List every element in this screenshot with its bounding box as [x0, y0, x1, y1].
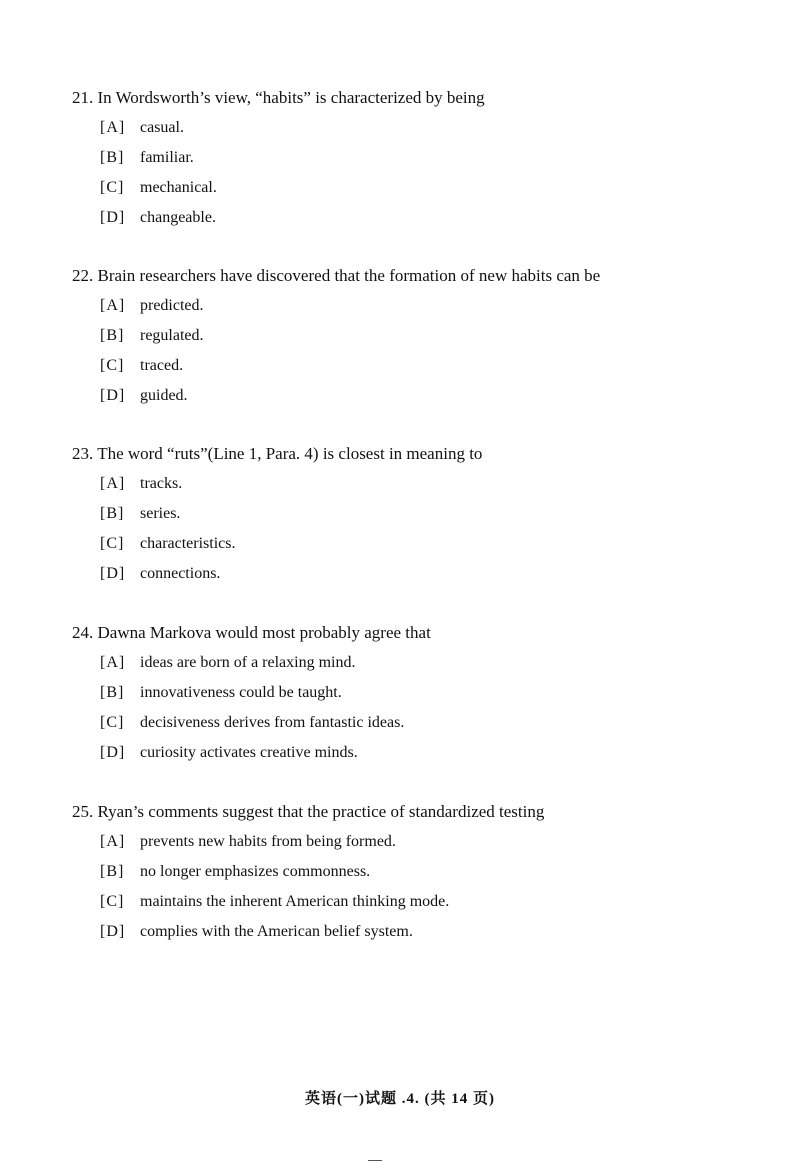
option-d — [100, 208, 752, 228]
option-letter: [B] — [100, 327, 125, 344]
option-b — [100, 862, 752, 882]
option-text: curiosity activates creative minds. — [140, 744, 358, 761]
question-24 — [72, 623, 752, 763]
option-a — [100, 118, 752, 138]
option-letter: [D] — [100, 565, 126, 582]
question-stem: 24. Dawna Markova would most probably agree that — [72, 623, 431, 642]
option-text: complies with the American belief system. — [140, 923, 413, 940]
option-b — [100, 148, 752, 168]
option-list — [72, 474, 752, 584]
option-d — [100, 743, 752, 763]
option-letter: [C] — [100, 714, 125, 731]
option-d — [100, 564, 752, 584]
option-text: mechanical. — [140, 179, 217, 196]
option-b — [100, 504, 752, 524]
question-22 — [72, 266, 752, 406]
question-25 — [72, 802, 752, 942]
option-d — [100, 922, 752, 942]
option-text: changeable. — [140, 209, 216, 226]
option-letter: [A] — [100, 475, 126, 492]
option-d — [100, 386, 752, 406]
option-text: predicted. — [140, 297, 204, 314]
option-c — [100, 534, 752, 554]
option-list — [72, 653, 752, 763]
option-a — [100, 653, 752, 673]
option-text: traced. — [140, 357, 184, 374]
option-list — [72, 832, 752, 942]
question-stem: 21. In Wordsworth’s view, “habits” is characterized by being — [72, 88, 485, 107]
option-letter: [C] — [100, 535, 125, 552]
option-letter: [C] — [100, 179, 125, 196]
option-letter: [D] — [100, 209, 126, 226]
option-letter: [C] — [100, 357, 125, 374]
option-c — [100, 178, 752, 198]
option-letter: [B] — [100, 149, 125, 166]
option-letter: [C] — [100, 893, 125, 910]
option-list — [72, 296, 752, 406]
option-text: series. — [140, 505, 181, 522]
question-stem: 25. Ryan’s comments suggest that the practice of standardized testing — [72, 802, 545, 821]
option-letter: [B] — [100, 684, 125, 701]
option-a — [100, 474, 752, 494]
option-text: innovativeness could be taught. — [140, 684, 342, 701]
page-edge-mark — [368, 1160, 382, 1161]
option-list — [72, 118, 752, 228]
option-letter: [D] — [100, 923, 126, 940]
option-a — [100, 296, 752, 316]
option-text: casual. — [140, 119, 184, 136]
option-text: prevents new habits from being formed. — [140, 833, 396, 850]
option-text: characteristics. — [140, 535, 236, 552]
option-a — [100, 832, 752, 852]
option-letter: [D] — [100, 744, 126, 761]
option-b — [100, 326, 752, 346]
option-letter: [A] — [100, 833, 126, 850]
question-stem: 22. Brain researchers have discovered that the formation of new habits can be — [72, 266, 601, 285]
option-text: regulated. — [140, 327, 204, 344]
option-c — [100, 892, 752, 912]
question-23 — [72, 444, 752, 584]
option-letter: [B] — [100, 863, 125, 880]
option-text: connections. — [140, 565, 221, 582]
option-letter: [A] — [100, 119, 126, 136]
option-text: tracks. — [140, 475, 183, 492]
option-text: no longer emphasizes commonness. — [140, 863, 371, 880]
option-text: guided. — [140, 387, 188, 404]
option-text: familiar. — [140, 149, 194, 166]
option-text: maintains the inherent American thinking mode. — [140, 893, 450, 910]
option-c — [100, 356, 752, 376]
option-text: ideas are born of a relaxing mind. — [140, 654, 356, 671]
option-c — [100, 713, 752, 733]
option-letter: [A] — [100, 654, 126, 671]
page-footer: 英语(一)试题 .4. (共 14 页) — [305, 1091, 495, 1107]
option-letter: [D] — [100, 387, 126, 404]
option-letter: [A] — [100, 297, 126, 314]
question-stem: 23. The word “ruts”(Line 1, Para. 4) is closest in meaning to — [72, 444, 483, 463]
option-letter: [B] — [100, 505, 125, 522]
option-text: decisiveness derives from fantastic ideas. — [140, 714, 405, 731]
question-21 — [72, 88, 752, 228]
option-b — [100, 683, 752, 703]
